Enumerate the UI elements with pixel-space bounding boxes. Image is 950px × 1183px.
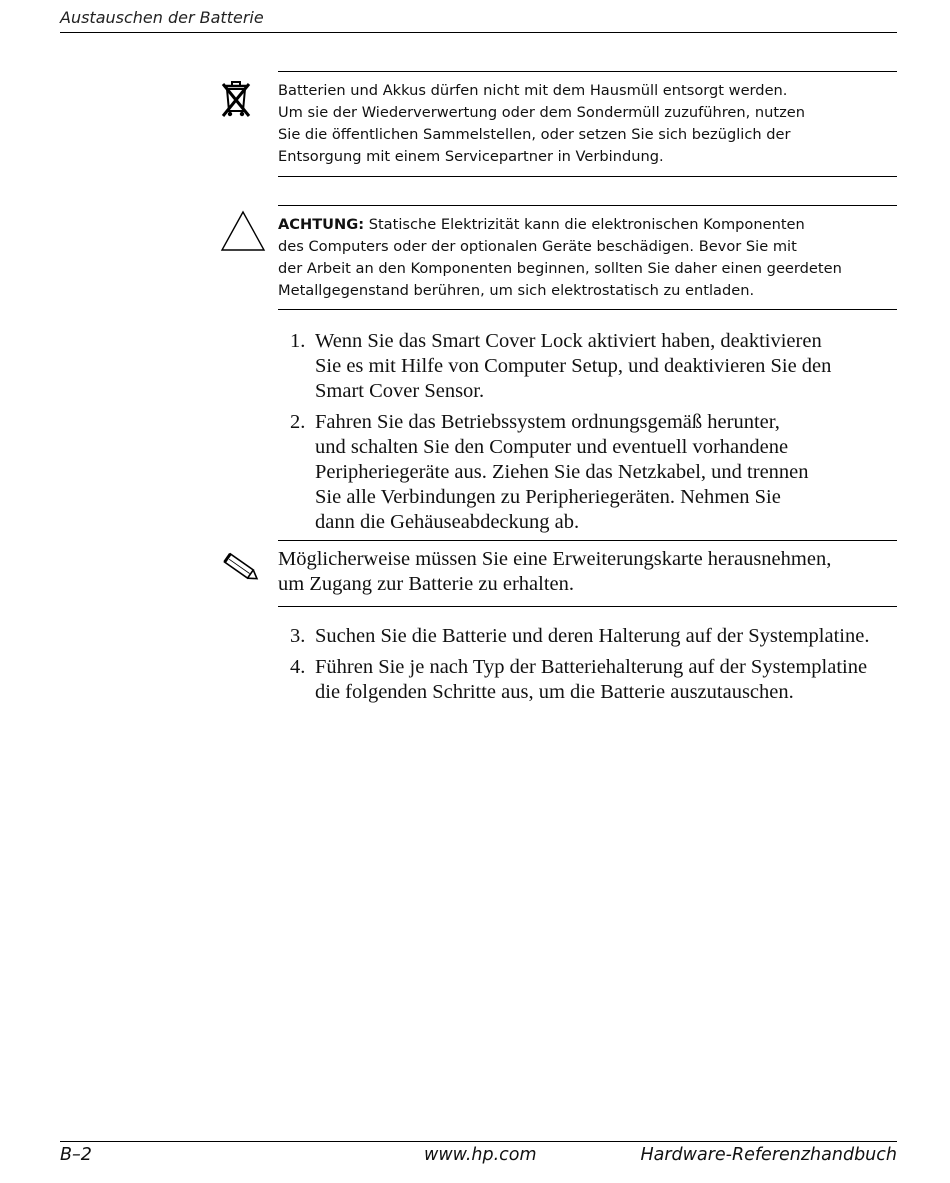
step-number: 2. [290, 411, 306, 433]
step-line: Wenn Sie das Smart Cover Lock aktiviert haben, deaktivieren [315, 330, 822, 352]
list-item [290, 624, 897, 649]
recycling-notice [278, 71, 897, 177]
notice-line: Sie die öffentlichen Sammelstellen, oder setzen Sie sich bezüglich der [278, 126, 791, 143]
caution-notice [278, 205, 897, 310]
pencil-note-icon [218, 550, 262, 586]
step-line: Führen Sie je nach Typ der Batteriehalterung auf der Systemplatine [315, 656, 868, 678]
notice-line: der Arbeit an den Komponenten beginnen, sollten Sie daher einen geerdeten [278, 260, 842, 277]
step-number: 3. [290, 625, 306, 647]
note-line: um Zugang zur Batterie zu erhalten. [278, 573, 574, 595]
notice-line: Entsorgung mit einem Servicepartner in Verbindung. [278, 148, 664, 165]
book-title: Hardware-Referenzhandbuch [640, 1145, 897, 1165]
notice-line: Batterien und Akkus dürfen nicht mit dem Hausmüll entsorgt werden. [278, 82, 788, 99]
list-item [290, 410, 897, 535]
page-footer [60, 1141, 897, 1172]
step-line: Sie alle Verbindungen zu Peripheriegeräten. Nehmen Sie [315, 486, 781, 508]
note-box [278, 540, 897, 607]
caution-label: ACHTUNG: [278, 216, 365, 233]
footer-url: www.hp.com [424, 1145, 537, 1165]
step-number: 1. [290, 330, 306, 352]
notice-line: des Computers oder der optionalen Geräte beschädigen. Bevor Sie mit [278, 238, 797, 255]
caution-first-line [278, 214, 897, 236]
running-head: Austauschen der Batterie [60, 8, 264, 27]
notice-line: Metallgegenstand berühren, um sich elektrostatisch zu entladen. [278, 282, 755, 299]
step-line: Fahren Sie das Betriebssystem ordnungsgemäß herunter, [315, 411, 780, 433]
caution-text: Statische Elektrizität kann die elektronischen Komponenten [364, 216, 805, 233]
step-number: 4. [290, 656, 306, 678]
step-line: Smart Cover Sensor. [315, 380, 485, 402]
step-line: die folgenden Schritte aus, um die Batterie auszutauschen. [315, 681, 794, 703]
step-line: Sie es mit Hilfe von Computer Setup, und deaktivieren Sie den [315, 355, 832, 377]
step-line: Suchen Sie die Batterie und deren Halterung auf der Systemplatine. [315, 625, 870, 647]
step-line: und schalten Sie den Computer und eventuell vorhandene [315, 436, 789, 458]
caution-triangle-icon [220, 210, 266, 252]
step-line: dann die Gehäuseabdeckung ab. [315, 511, 580, 533]
list-item [290, 655, 897, 705]
crossed-out-bin-icon [219, 78, 253, 118]
step-line: Peripheriegeräte aus. Ziehen Sie das Netzkabel, und trennen [315, 461, 809, 483]
steps-list-first [290, 329, 897, 541]
page-header [60, 6, 897, 33]
note-line: Möglicherweise müssen Sie eine Erweiterungskarte herausnehmen, [278, 548, 832, 570]
notice-line: Um sie der Wiederverwertung oder dem Sondermüll zuzuführen, nutzen [278, 104, 806, 121]
page-number: B–2 [60, 1145, 92, 1165]
steps-list-second [290, 624, 897, 711]
list-item [290, 329, 897, 404]
